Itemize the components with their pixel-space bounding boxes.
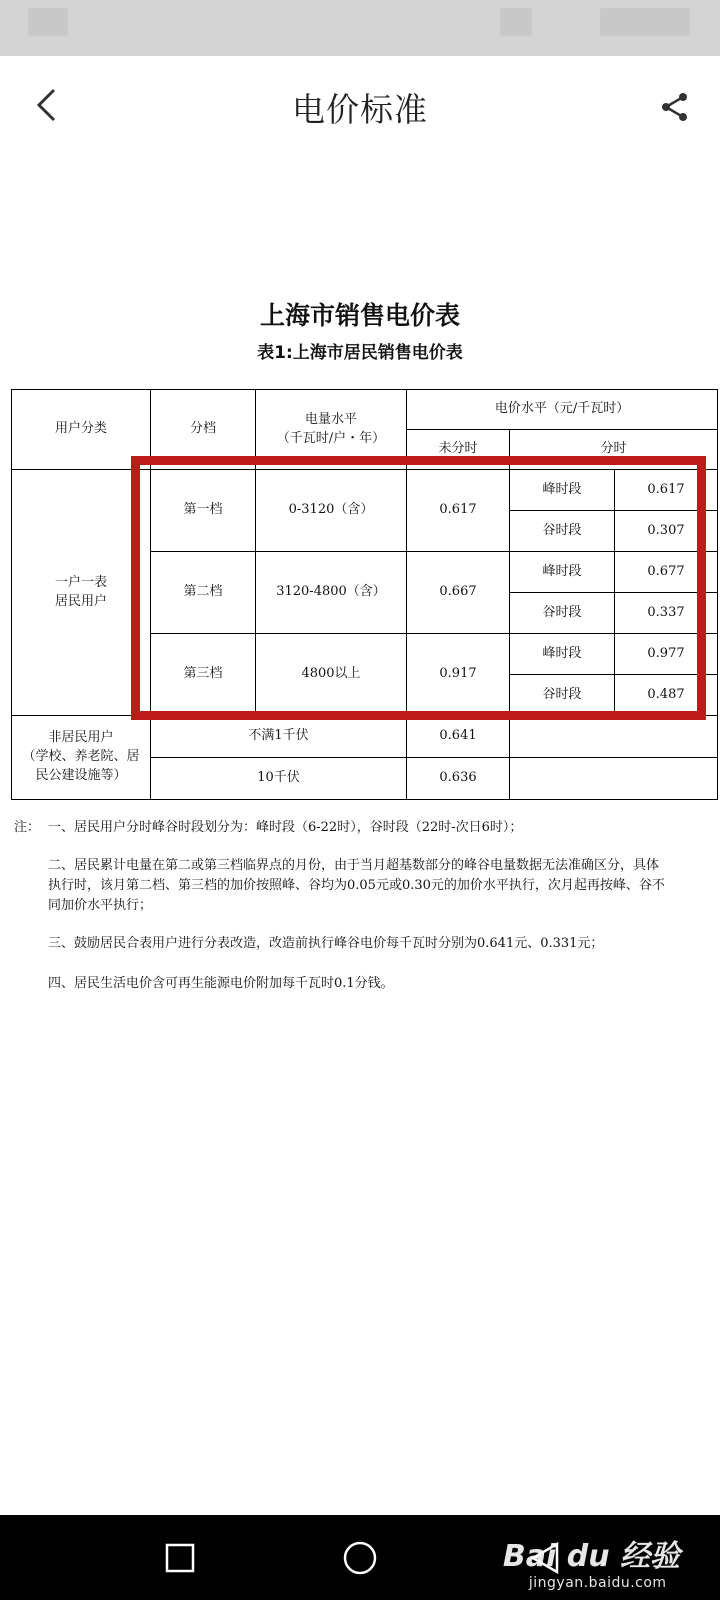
tier-1-valley-price: 0.307 (615, 511, 718, 552)
non-residential-label-3: 民公建设施等） (35, 767, 127, 783)
electricity-price-table (11, 389, 718, 800)
navigation-bar (0, 1515, 720, 1600)
note-1: 一、居民用户分时峰谷时段划分为：峰时段（6-22时），谷时段（22时-次日6时）； (48, 820, 523, 835)
document-subtitle: 表1:上海市居民销售电价表 (257, 343, 463, 363)
residential-label-2: 居民用户 (54, 593, 107, 609)
header-user-category: 用户分类 (12, 390, 151, 470)
status-blur-mid (500, 8, 532, 36)
tier-2-range: 3120-4800（含） (256, 552, 407, 634)
tier-3-flat-price: 0.917 (407, 634, 510, 716)
residential-category (12, 470, 151, 716)
status-blur-left (28, 8, 68, 36)
page-title: 电价标准 (292, 90, 428, 129)
residential-label-1: 一户一表 (54, 574, 107, 590)
table-row (12, 470, 718, 511)
tier-2-flat-price: 0.667 (407, 552, 510, 634)
header-tou: 分时 (510, 430, 718, 470)
tier-3-name: 第三档 (151, 634, 256, 716)
watermark-url: jingyan.baidu.com (528, 1575, 667, 1591)
recents-button[interactable] (155, 1533, 205, 1583)
tier-3-peak-price: 0.977 (615, 634, 718, 675)
app-bar (0, 56, 720, 156)
circle-icon (342, 1540, 378, 1576)
tier-1-valley-label: 谷时段 (510, 511, 615, 552)
header-consumption (256, 390, 407, 470)
note-4: 四、居民生活电价含可再生能源电价附加每千瓦时0.1分钱。 (48, 976, 394, 991)
note-2c: 同加价水平执行； (48, 898, 153, 913)
non-residential-label-1: 非居民用户 (48, 730, 114, 746)
table-row (12, 716, 718, 758)
header-consumption-level: 电量水平 (304, 411, 357, 427)
note-3: 三、鼓励居民合表用户进行分表改造，改造前执行峰谷电价每千瓦时分别为0.641元、0.331元； (48, 936, 604, 951)
header-non-tou: 未分时 (407, 430, 510, 470)
tier-3-valley-price: 0.487 (615, 675, 718, 716)
non-residential-empty-1 (510, 716, 718, 758)
tier-2-valley-price: 0.337 (615, 593, 718, 634)
non-residential-price-2: 0.636 (407, 758, 510, 800)
tier-1-flat-price: 0.617 (407, 470, 510, 552)
tier-1-range: 0-3120（含） (256, 470, 407, 552)
note-2b: 执行时，该月第二档、第三档的加价按照峰、谷均为0.05元或0.30元的加价水平执行，次月起再按峰、谷不 (48, 878, 665, 893)
watermark (503, 1531, 680, 1591)
tier-2-peak-label: 峰时段 (510, 552, 615, 593)
header-tier: 分档 (151, 390, 256, 470)
share-button[interactable] (650, 82, 700, 132)
header-consumption-unit: （千瓦时/户・年） (276, 430, 386, 446)
tier-2-name: 第二档 (151, 552, 256, 634)
tier-2-peak-price: 0.677 (615, 552, 718, 593)
non-residential-level-1: 不满1千伏 (151, 716, 407, 758)
document-title: 上海市销售电价表 (259, 301, 460, 330)
notes-prefix: 注： (14, 820, 41, 835)
non-residential-label-2: （学校、养老院、居 (22, 749, 140, 765)
status-bar (0, 0, 720, 56)
tier-2-valley-label: 谷时段 (510, 593, 615, 634)
status-blur-right (600, 8, 690, 36)
header-price-level: 电价水平（元/千瓦时） (407, 390, 718, 430)
tier-3-range: 4800以上 (256, 634, 407, 716)
note-2a: 二、居民累计电量在第二或第三档临界点的月份，由于当月超基数部分的峰谷电量数据无法准确区分，具体 (48, 858, 660, 873)
tier-1-peak-label: 峰时段 (510, 470, 615, 511)
share-icon (660, 92, 690, 122)
non-residential-empty-2 (510, 758, 718, 800)
watermark-brand: Bai du 经验 (502, 1539, 680, 1574)
non-residential-price-1: 0.641 (407, 716, 510, 758)
tier-3-valley-label: 谷时段 (510, 675, 615, 716)
non-residential-level-2: 10千伏 (151, 758, 407, 800)
table-header-row (12, 390, 718, 430)
non-residential-category (12, 716, 151, 800)
tier-1-name: 第一档 (151, 470, 256, 552)
square-icon (164, 1542, 196, 1574)
home-button[interactable] (335, 1533, 385, 1583)
tier-1-peak-price: 0.617 (615, 470, 718, 511)
tier-3-peak-label: 峰时段 (510, 634, 615, 675)
